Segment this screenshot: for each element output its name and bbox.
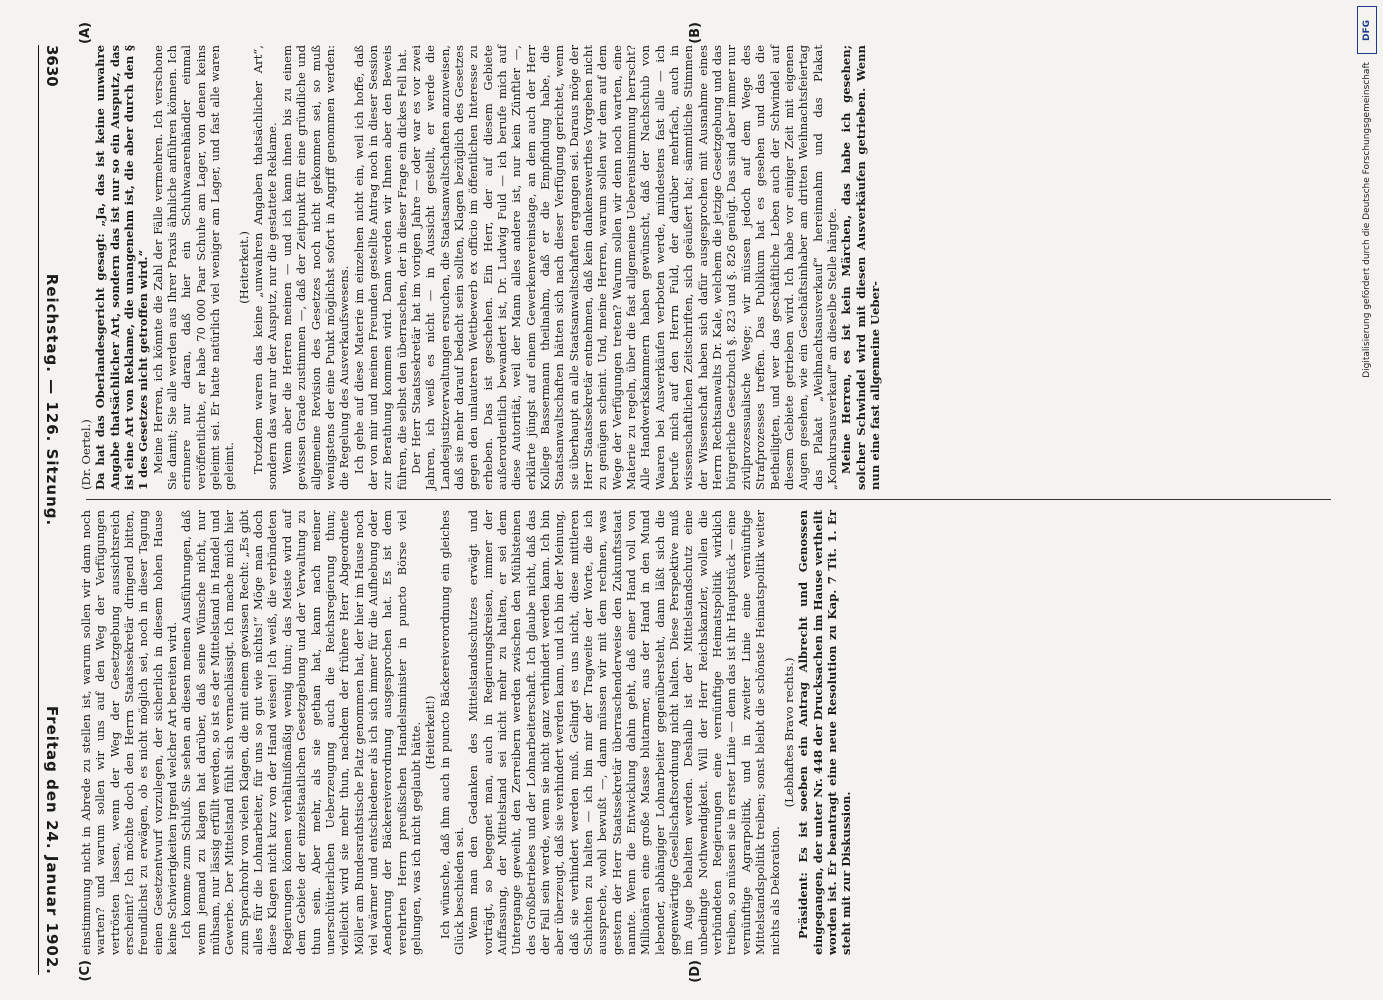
paragraph: einstimmung nicht in Abrede zu stellen ist, warum sollen wir dann noch warten? und warum sollen wir uns auf den Weg der Verfügungen vertrösten lassen, wenn der Weg der Gesetzgebung aussichtsreich erscheint? Ich möchte doch den Herrn Staatssekretär dringend bitten, freundlichst zu erwägen, ob es nicht möglich sei, noch in dieser Tagung einen Gesetzentwurf vorzulegen, der sicherlich in diesem hohen Hause keine Schwierigkeiten irgend welcher Art bereiten wird. bbox=[79, 510, 180, 955]
margin-marker-d: (D) bbox=[688, 960, 703, 983]
right-column bbox=[79, 510, 1341, 955]
paragraph: Meine Herren, ich könnte die Zahl der Fälle vermehren. Ich verschone Sie damit; Sie alle werden aus Ihrer Praxis ähnliche anführen können. Ich erinnere nur daran, daß hier ein Schuhwaarenhändler einmal veröffentlichte, er habe 70 000 Paar Schuhe am Lager, von denen keins geleimt sei. Er hatte natürlich viel weniger am Lager, und fast alle waren geleimt. bbox=[150, 45, 237, 490]
paragraph: Der Herr Staatssekretär hat im vorigen Jahre — oder war es vor zwei Jahren, ich weiß es nicht — in Aussicht gestellt, er werde die Landesjustizverwaltungen ersuchen, die Staatsanwaltschaften anzuweisen, daß sie mehr darauf bedacht sein sollten, Klagen bezüglich des Gesetzes gegen den unlauteren Wettbewerb ex officio im öffentlichen Interesse zu erheben. Das ist geschehen. Ein Herr, der auf diesem Gebiete außerordentlich bewandert ist, Dr. Ludwig Fuld — ich berufe mich auf diese Autorität, weil der Mann alles andere ist, nur kein Zünftler —, erklärte jüngst auf einem Gewerkenvereinstage, an dem auch der Herr Kollege Bassermann theilnahm, daß er die Empfindung habe, die Staatsanwaltschaften hätten sich nach dieser Verfügung gerichtet, wenn sie überhaupt an alle Staatsanwaltschaften ergangen sei. Daraus möge der Herr Staatssekretär entnehmen, daß kein dankenswerthes Vorgehen nicht zu genügen scheint. Und, meine Herren, warum sollen wir dem auf dem Wege der Verfügungen treten? Warum sollen wir denn noch warten, eine Materie zu regeln, über die fast allgemeine Uebereinstimmung herrscht? Alle Handwerkskammern haben gewünscht, daß der Nachschub von Waaren bei Ausverkäufen verboten werde, mindestens fast alle — ich berufe mich auf den Herrn Fuld, der darüber mehrfach, auch in wissenschaftlichen Zeitschriften, sich geäußert hat; sämmtliche Stimmen der Wissenschaft haben sich dafür ausgesprochen mit Ausnahme eines Herrn Rechtsanwalts Dr. Kale, welchem die jetzige Gesetzgebung und das bürgerliche Gesetzbuch §. 823 und §. 826 genügt. Das sind aber immer nur zivilprozessualische Wege; wir müssen jedoch auf dem Wege des Strafprozesses treffen. Das Publikum hat es gesehen und das die Betheiligten, und wer das geschäftliche Leben auch der Schwindel auf diesem Gebiete getrieben wird. Ich habe vor einiger Zeit mit eigenen Augen gesehen, wie ein Geschäftsinhaber am dritten Weihnachtsfeiertag das Plakat „Weihnachtsausverkauf“ hereinnahm und das Plakat „Konkursausverkauf“ an dieselbe Stelle hängte. bbox=[408, 45, 839, 490]
left-column bbox=[79, 45, 1341, 490]
speaker-attribution: (Dr. Oertel.) bbox=[79, 419, 93, 490]
interjection: (Lebhaftes Bravo rechts.) bbox=[781, 657, 796, 808]
paragraph: Präsident: Es ist soeben ein Antrag Albrecht und Genossen eingegangen, der unter Nr. 448 der Drucksachen im Hause vertheilt worden ist. Er beantragt eine neue Resolution zu Kap. 7 Tit. 1. Er steht mit zur Diskussion. bbox=[796, 510, 854, 955]
paragraph: Trotzdem waren das keine „unwahren Angaben thatsächlicher Art“, sondern das war nur der Ausputz, nur die gestattete Reklame. bbox=[251, 45, 280, 490]
session-date: Freitag den 24. Januar 1902. bbox=[43, 705, 61, 975]
paragraph: Ich komme zum Schluß. Sie sehen an diesen meinen Ausführungen, daß wenn jemand zu klagen hat darüber, daß seine Wünsche nicht, nur mühsam, nur lässig erfüllt werden, so ist es der Mittelstand in Handel und Gewerbe. Der Mittelstand fühlt sich vernachlässigt. Ich mache mich hier zum Sprachrohr von vielen Klagen, die mit einem gewissen Recht: „Es gibt alles für die Lohnarbeiter, für uns so gut wie nichts!“ Möge man doch diese Klagen nicht kurz von der Hand weisen! Ich weiß, die verbündeten Regierungen können verhältnißmäßig wenig thun; das Meiste wird auf dem Gebiete der einzelstaatlichen Gesetzgebung und der Verwaltung zu thun sein. Aber mehr, als sie gethan hat, kann nach meiner unerschütterlichen Ueberzeugung auch die Reichsregierung thun; vielleicht wird sie mehr thun, nachdem der frühere Herr Abgeordnete Möller am Bundesrathstische Platz genommen hat, der hier im Hause noch viel wärmer und entschiedener als ich sich immer für die Aufhebung oder Aenderung der Bäckereiverordnung ausgesprochen hat. Es ist dem verehrten Herrn preußischen Handelsminister in puncto Börse viel gelungen, was ich nicht geglaubt hätte. bbox=[179, 510, 423, 955]
interjection: (Heiterkeit!) bbox=[423, 695, 438, 770]
margin-marker-b: (B) bbox=[688, 22, 703, 44]
paragraph: Ich wünsche, daß ihm auch in puncto Bäckereiverordnung ein gleiches Glück beschieden sei. bbox=[437, 510, 466, 955]
dfg-logo-icon: DFG bbox=[1357, 6, 1377, 54]
page-number: 3630 bbox=[43, 45, 61, 87]
session-title: Reichstag. — 126. Sitzung. bbox=[43, 273, 61, 527]
paragraph: Ich gehe auf diese Materie im einzelnen nicht ein, weil ich hoffe, daß der von mir und meinen Freunden gestellte Antrag noch in dieser Session zur Berathung kommen wird. Dann werden wir Ihnen aber den Beweis führen, die selbst den überraschen, der in dieser Frage ein dickes Fell hat. bbox=[351, 45, 409, 490]
column-divider bbox=[86, 499, 1331, 500]
paragraph: Wenn man den Gedanken des Mittelstandsschutzes erwägt und vorträgt, so begegnet man, auch in Regierungskreisen, immer der Auffassung, der Mittelstand sei nicht mehr zu halten, er sei dem Untergange geweiht, den Zerreibern werden zwischen den Mühlsteinen des Großbetriebes und der Lohnarbeiterschaft. Ich glaube nicht, daß das der Fall sein werde, wenn sie nicht ganz verhindert werden kann. Ich bin aber überzeugt, daß sie verhindert werden kann, und ich bin der Meinung, daß sie verhindert werden muß. Gelingt es uns nicht, diese mittleren Schichten zu halten — ich bin mir der Tragweite der Worte, die ich ausspreche, wohl bewußt —, dann müssen wir mit dem rechnen, was gestern der Herr Staatssekretär überraschenderweise den Zukunftsstaat nannte. Wenn die Entwicklung dahin geht, daß einer Hand voll von Millionären eine große Masse blutarmer, aus der Hand in den Mund lebender, abhängiger Lohnarbeiter gegenübersteht, dann läßt sich die gegenwärtige Gesellschaftsordnung nicht halten. Diese Perspektive muß im Auge behalten werden. Deshalb ist der Mittelstandschutz eine unbedingte Nothwendigkeit. Will der Herr Reichskanzler, wollen die verbündeten Regierungen eine vernünftige Heimatspolitik wirklich treiben, so müssen sie in erster Linie — denn das ist ihr Hauptstück — eine vernünftige Agrarpolitik, und in zweiter Linie eine vernünftige Mittelstandspolitik treiben; sonst bleibt die schönste Heimatspolitik weiter nichts als Dekoration. bbox=[466, 510, 782, 955]
paragraph: Wenn aber die Herren meinen — und ich kann ihnen bis zu einem gewissen Grade zustimmen —, daß der Zeitpunkt für eine gründliche und allgemeine Revision des Gesetzes noch nicht gekommen sei, so muß wenigstens der eine Punkt möglichst sofort in Angriff genommen werden: die Regelung des Ausverkaufswesens. bbox=[279, 45, 352, 490]
page-header bbox=[38, 45, 65, 975]
margin-marker-c: (C) bbox=[78, 960, 93, 982]
digitization-credit bbox=[1352, 0, 1382, 1000]
margin-marker-a: (A) bbox=[78, 22, 93, 44]
paragraph: Da hat das Oberlandesgericht gesagt: „Ja, das ist keine unwahre Angabe thatsächlicher Art, sondern das ist nur so ein Ausputz, das ist eine Art von Reklame, die unangenehm ist, die aber durch den § 1 des Gesetzes nicht getroffen wird.“ bbox=[93, 45, 151, 490]
interjection: (Heiterkeit.) bbox=[236, 231, 251, 304]
credit-text: Digitalisierung gefördert durch die Deutsche Forschungsgemeinschaft bbox=[1362, 62, 1372, 378]
paragraph: Meine Herren, es ist kein Märchen, das habe ich gesehen; solcher Schwindel wird mit diesen Ausverkäufen getrieben. Wenn nun eine fast allgemeine Ueber- bbox=[839, 45, 882, 490]
